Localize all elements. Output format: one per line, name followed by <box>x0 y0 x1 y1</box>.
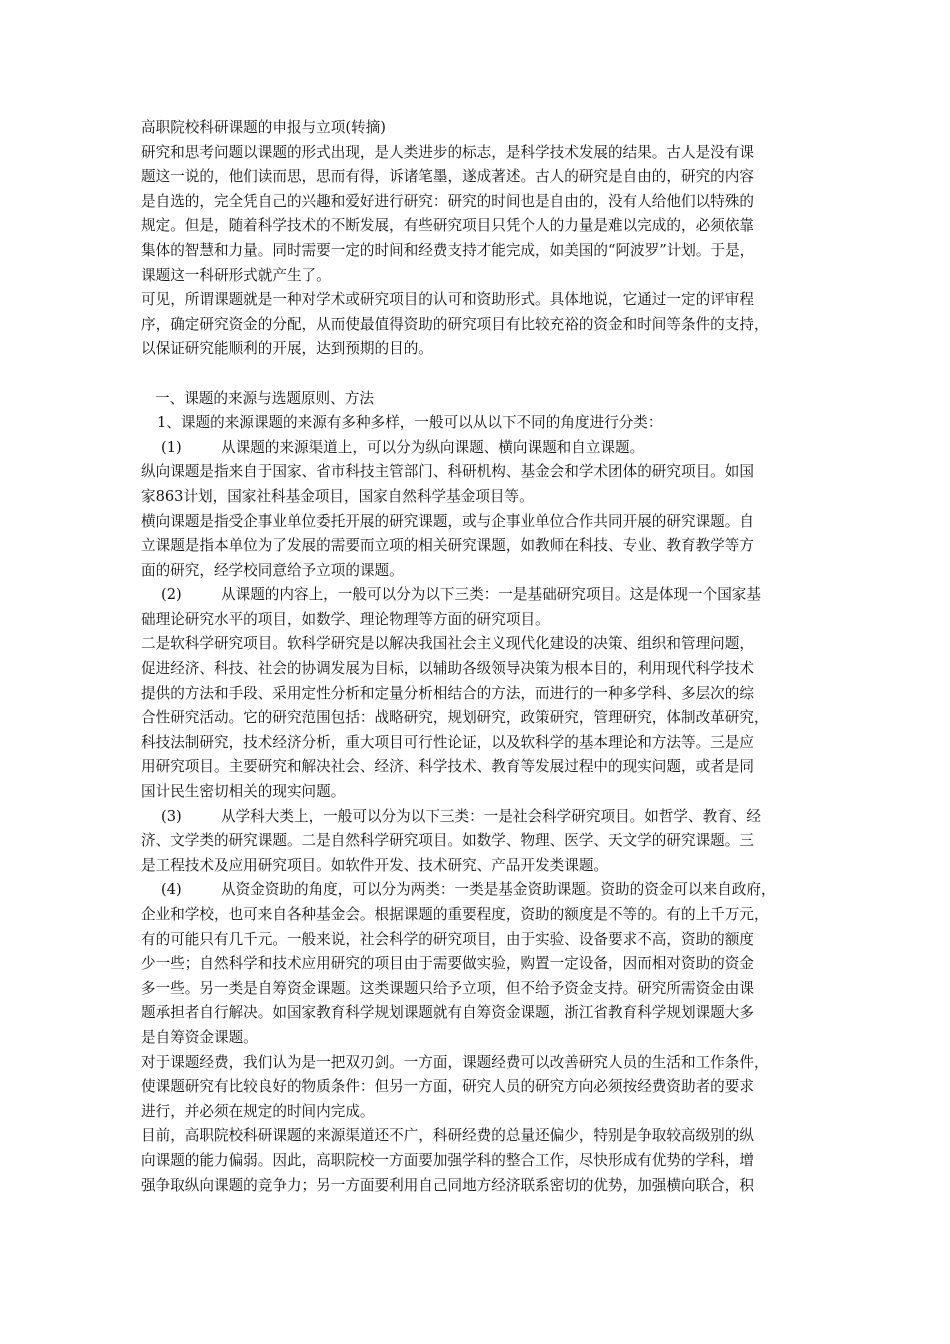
text-line: 题这一说的，他们读而思，思而有得，诉诸笔墨，遂成著述。古人的研究是自由的，研究的内容 <box>141 168 754 186</box>
document-page <box>141 116 829 1198</box>
text-line: 国计民生密切相关的现实问题。 <box>141 783 346 801</box>
item1-paragraphs <box>141 460 829 583</box>
item3-paragraphs <box>141 829 829 878</box>
list-item-4 <box>141 878 829 903</box>
text-line: 进行，并必须在规定的时间内完成。 <box>141 1102 375 1120</box>
list-item-3 <box>141 805 829 830</box>
text-line: 二是软科学研究项目。软科学研究是以解决我国社会主义现代化建设的决策、组织和管理问题， <box>141 635 754 653</box>
item-number: (3) <box>161 807 182 825</box>
document-title: 高职院校科研课题的申报与立项(转摘) <box>141 119 386 136</box>
text-line: 少一些；自然科学和技术应用研究的项目由于需要做实验，购置一定设备，因而相对资助的资金 <box>141 955 754 973</box>
text-line: 合性研究活动。它的研究范围包括：战略研究，规划研究，政策研究，管理研究，体制改革研究， <box>141 709 769 727</box>
text-line: 向课题的能力偏弱。因此，高职院校一方面要加强学科的整合工作，尽快形成有优势的学科，增 <box>141 1151 754 1169</box>
text-line: 强争取纵向课题的竞争力；另一方面要利用自己同地方经济联系密切的优势，加强横向联合，积 <box>141 1176 754 1194</box>
text-line: 是自选的，完全凭自己的兴趣和爱好进行研究：研究的时间也是自由的，没有人给他们以特殊的 <box>141 192 754 210</box>
text-line: 济、文学类的研究课题。二是自然科学研究项目。如数学、物理、医学、天文学的研究课题。三 <box>141 832 754 850</box>
item-number: (1) <box>161 438 182 456</box>
blank-line <box>141 362 829 387</box>
text-line: 是自筹资金课题。 <box>141 1028 258 1046</box>
text-line: 可见，所谓课题就是一种对学术或研究项目的认可和资助形式。具体地说，它通过一定的评审程 <box>141 291 754 309</box>
text-line: 多一些。另一类是自筹资金课题。这类课题只给予立项，但不给予资金支持。研究所需资金由课 <box>141 979 754 997</box>
intro-paragraphs <box>141 141 829 362</box>
item-number: (2) <box>161 586 182 604</box>
text-line: 对于课题经费，我们认为是一把双刃剑。一方面，课题经费可以改善研究人员的生活和工作条件， <box>141 1053 769 1071</box>
section-heading: 一、课题的来源与选题原则、方法 <box>155 389 374 407</box>
text-line: 立课题是指本单位为了发展的需要而立项的相关研究课题，如教师在科技、专业、教育教学等方 <box>141 537 754 555</box>
text-line: 集体的智慧和力量。同时需要一定的时间和经费支持才能完成，如美国的“阿波罗”计划。于是， <box>141 241 755 259</box>
text-line: 企业和学校，也可来自各种基金会。根据课题的重要程度，资助的额度是不等的。有的上千万元， <box>141 906 769 923</box>
text-line: 用研究项目。主要研究和解决社会、经济、科学技术、教育等发展过程中的现实问题，或者是同 <box>141 758 754 776</box>
text-line: 促进经济、科技、社会的协调发展为目标，以辅助各级领导决策为根本目的，利用现代科学技术 <box>141 660 754 678</box>
text-line: 提供的方法和手段、采用定性分析和定量分析相结合的方法，而进行的一种多学科、多层次的综 <box>141 684 754 702</box>
list-item-2 <box>141 583 829 608</box>
item-text: 从课题的来源渠道上，可以分为纵向课题、横向课题和自立课题。 <box>221 438 645 456</box>
item-text: 从资金资助的角度，可以分为两类：一类是基金资助课题。资助的资金可以来自政府， <box>221 881 776 899</box>
list-item-1 <box>141 436 829 461</box>
text-line: 规定。但是，随着科学技术的不断发展，有些研究项目只凭个人的力量是难以完成的，必须依靠 <box>141 217 754 235</box>
text-line: 有的可能只有几千元。一般来说，社会科学的研究项目，由于实验、设备要求不高，资助的额度 <box>141 930 754 948</box>
text-line: 纵向课题是指来自于国家、省市科技主管部门、科研机构、基金会和学术团体的研究项目。如国 <box>141 463 754 481</box>
text-line: 家863计划，国家社科基金项目，国家自然科学基金项目等。 <box>141 487 534 505</box>
text-line: 础理论研究水平的项目，如数学、理论物理等方面的研究项目。 <box>141 610 550 628</box>
text-line: 横向课题是指受企事业单位委托开展的研究课题，或与企事业单位合作共同开展的研究课题。自 <box>141 512 754 530</box>
item2-paragraphs <box>141 608 829 805</box>
subsection-heading: 1、课题的来源课题的来源有多种多样，一般可以从以下不同的角度进行分类： <box>157 414 663 432</box>
item-number: (4) <box>161 881 182 899</box>
text-line: 研究和思考问题以课题的形式出现，是人类进步的标志，是科学技术发展的结果。古人是没有课 <box>141 143 754 161</box>
text-line: 目前，高职院校科研课题的来源渠道还不广，科研经费的总量还偏少，特别是争取较高级别的纵 <box>141 1127 754 1145</box>
text-line: 课题这一科研形式就产生了。 <box>141 266 331 284</box>
text-line: 使课题研究有比较良好的物质条件：但另一方面，研究人员的研究方向必须按经费资助者的要求 <box>141 1078 754 1096</box>
text-line: 面的研究，经学校同意给予立项的课题。 <box>141 561 404 579</box>
item-text: 从课题的内容上，一般可以分为以下三类：一是基础研究项目。这是体现一个国家基 <box>221 586 761 604</box>
text-line: 以保证研究能顺利的开展，达到预期的目的。 <box>141 340 433 358</box>
text-line: 科技法制研究，技术经济分析，重大项目可行性论证，以及软科学的基本理论和方法等。三是应 <box>141 733 754 751</box>
item-text: 从学科大类上，一般可以分为以下三类：一是社会科学研究项目。如哲学、教育、经 <box>221 807 761 825</box>
item4-paragraphs <box>141 903 829 1198</box>
text-line: 序，确定研究资金的分配，从而使最值得资助的研究项目有比较充裕的资金和时间等条件的支持， <box>141 315 769 333</box>
text-line: 是工程技术及应用研究项目。如软件开发、技术研究、产品开发类课题。 <box>141 856 609 874</box>
text-line: 题承担者自行解决。如国家教育科学规划课题就有自筹资金课题，浙江省教育科学规划课题大多 <box>141 1004 754 1022</box>
